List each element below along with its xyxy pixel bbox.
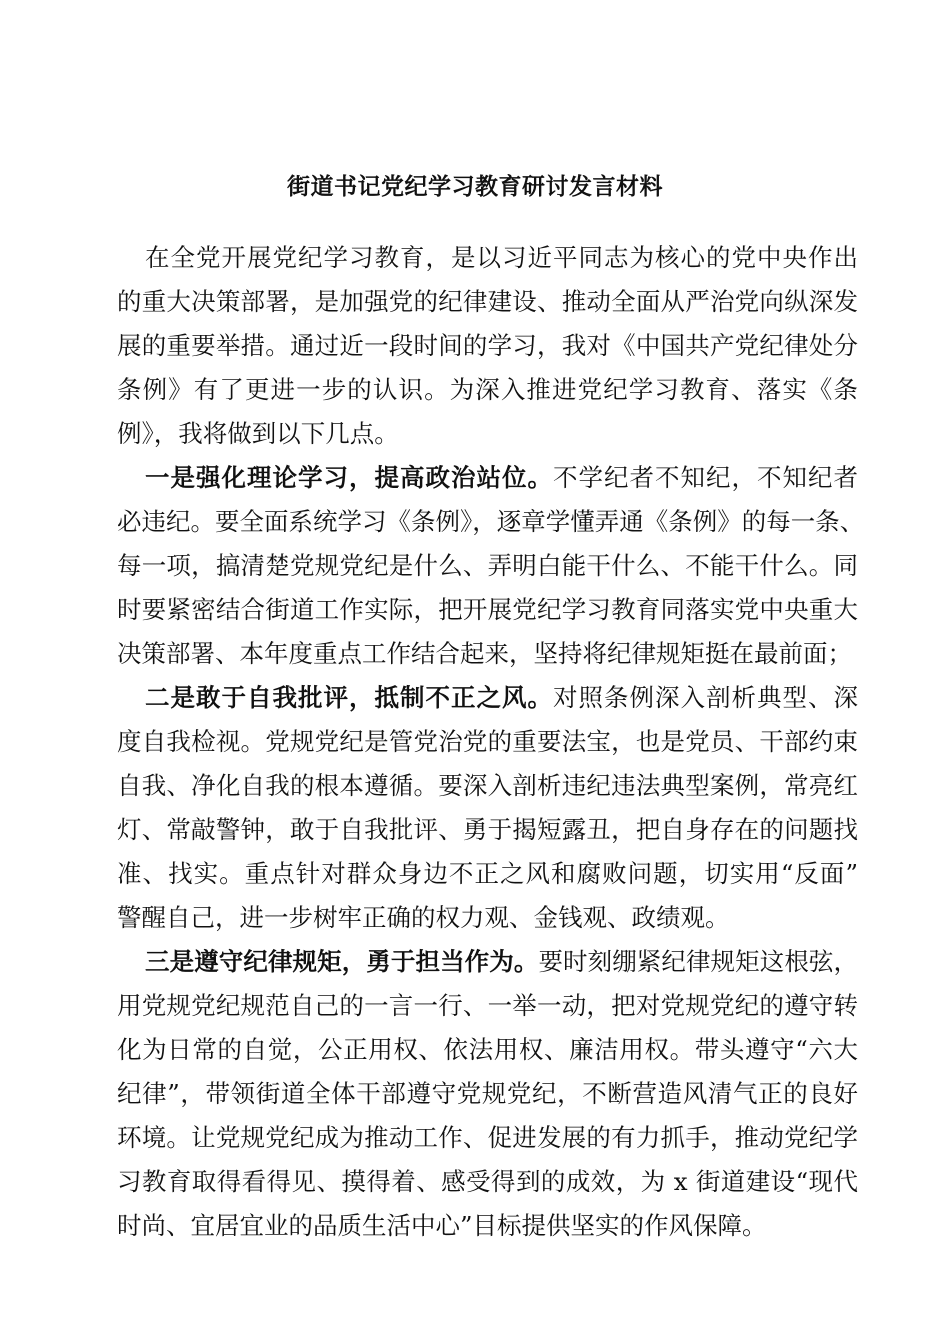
paragraph-lead: 二是敢于自我批评，抵制不正之风。 — [145, 683, 553, 712]
line-text: 在全党开展党纪学习教育，是以习近平同志为核心的党中央作出 — [145, 243, 858, 272]
paragraph-line — [117, 940, 858, 984]
paragraph-line — [117, 500, 865, 544]
paragraph-line — [117, 324, 858, 368]
line-text: 例》，我将做到以下几点。 — [117, 419, 399, 448]
paragraph-line — [117, 280, 858, 324]
line-text: 对照条例深入剖析典型、深 — [553, 683, 858, 712]
line-text: 不学纪者不知纪，不知纪者 — [553, 463, 858, 492]
line-text: 决策部署、本年度重点工作结合起来，坚持将纪律规矩挺在最前面； — [117, 639, 852, 668]
line-text: 的重大决策部署，是加强党的纪律建设、推动全面从严治党向纵深发 — [117, 287, 858, 316]
document-body — [117, 236, 865, 1248]
line-text: 习教育取得看得见、摸得着、感受得到的成效，为 x 街道建设“现代 — [117, 1167, 858, 1196]
paragraph-line — [117, 588, 858, 632]
paragraph-line — [117, 1072, 858, 1116]
paragraph-lead: 三是遵守纪律规矩，勇于担当作为。 — [145, 947, 539, 976]
paragraph-line — [117, 896, 858, 940]
paragraph-line — [117, 456, 858, 500]
paragraph — [117, 236, 858, 456]
paragraph-line — [117, 544, 858, 588]
line-text: 纪律”，带领街道全体干部遵守党规党纪，不断营造风清气正的良好 — [117, 1079, 858, 1108]
line-text: 准、找实。重点针对群众身边不正之风和腐败问题，切实用“反面” — [117, 859, 858, 888]
line-text: 度自我检视。党规党纪是管党治党的重要法宝，也是党员、干部约束 — [117, 727, 858, 756]
paragraph-line — [117, 984, 858, 1028]
paragraph-line — [117, 676, 858, 720]
document-title: 街道书记党纪学习教育研讨发言材料 — [287, 173, 663, 200]
paragraph-line — [117, 368, 858, 412]
paragraph-line — [117, 632, 858, 676]
paragraph-line — [117, 1028, 858, 1072]
paragraph-line — [117, 764, 858, 808]
line-text: 必违纪。要全面系统学习《条例》，逐章学懂弄通《条例》的每一条、 — [117, 507, 865, 536]
line-text: 时要紧密结合街道工作实际，把开展党纪学习教育同落实党中央重大 — [117, 595, 858, 624]
paragraph — [117, 456, 865, 676]
paragraph-line — [117, 1116, 858, 1160]
line-text: 条例》有了更进一步的认识。为深入推进党纪学习教育、落实《条 — [117, 375, 858, 404]
paragraph-line — [117, 1204, 858, 1248]
paragraph-line — [117, 412, 858, 456]
line-text: 自我、净化自我的根本遵循。要深入剖析违纪违法典型案例，常亮红 — [117, 771, 858, 800]
paragraph — [117, 676, 858, 940]
line-text: 要时刻绷紧纪律规矩这根弦， — [538, 947, 859, 976]
paragraph-line — [117, 808, 858, 852]
line-text: 每一项，搞清楚党规党纪是什么、弄明白能干什么、不能干什么。同 — [117, 551, 858, 580]
paragraph — [117, 940, 858, 1248]
line-text: 展的重要举措。通过近一段时间的学习，我对《中国共产党纪律处分 — [117, 331, 858, 360]
line-text: 化为日常的自觉，公正用权、依法用权、廉洁用权。带头遵守“六大 — [117, 1035, 858, 1064]
paragraph-line — [117, 852, 858, 896]
line-text: 时尚、宜居宜业的品质生活中心”目标提供坚实的作风保障。 — [117, 1211, 767, 1240]
paragraph-line — [117, 1160, 858, 1204]
line-text: 用党规党纪规范自己的一言一行、一举一动，把对党规党纪的遵守转 — [117, 991, 858, 1020]
line-text: 警醒自己，进一步树牢正确的权力观、金钱观、政绩观。 — [117, 903, 730, 932]
line-text: 环境。让党规党纪成为推动工作、促进发展的有力抓手，推动党纪学 — [117, 1123, 858, 1152]
paragraph-line — [117, 720, 858, 764]
paragraph-lead: 一是强化理论学习，提高政治站位。 — [145, 463, 553, 492]
line-text: 灯、常敲警钟，敢于自我批评、勇于揭短露丑，把自身存在的问题找 — [117, 815, 858, 844]
paragraph-line — [117, 236, 858, 280]
